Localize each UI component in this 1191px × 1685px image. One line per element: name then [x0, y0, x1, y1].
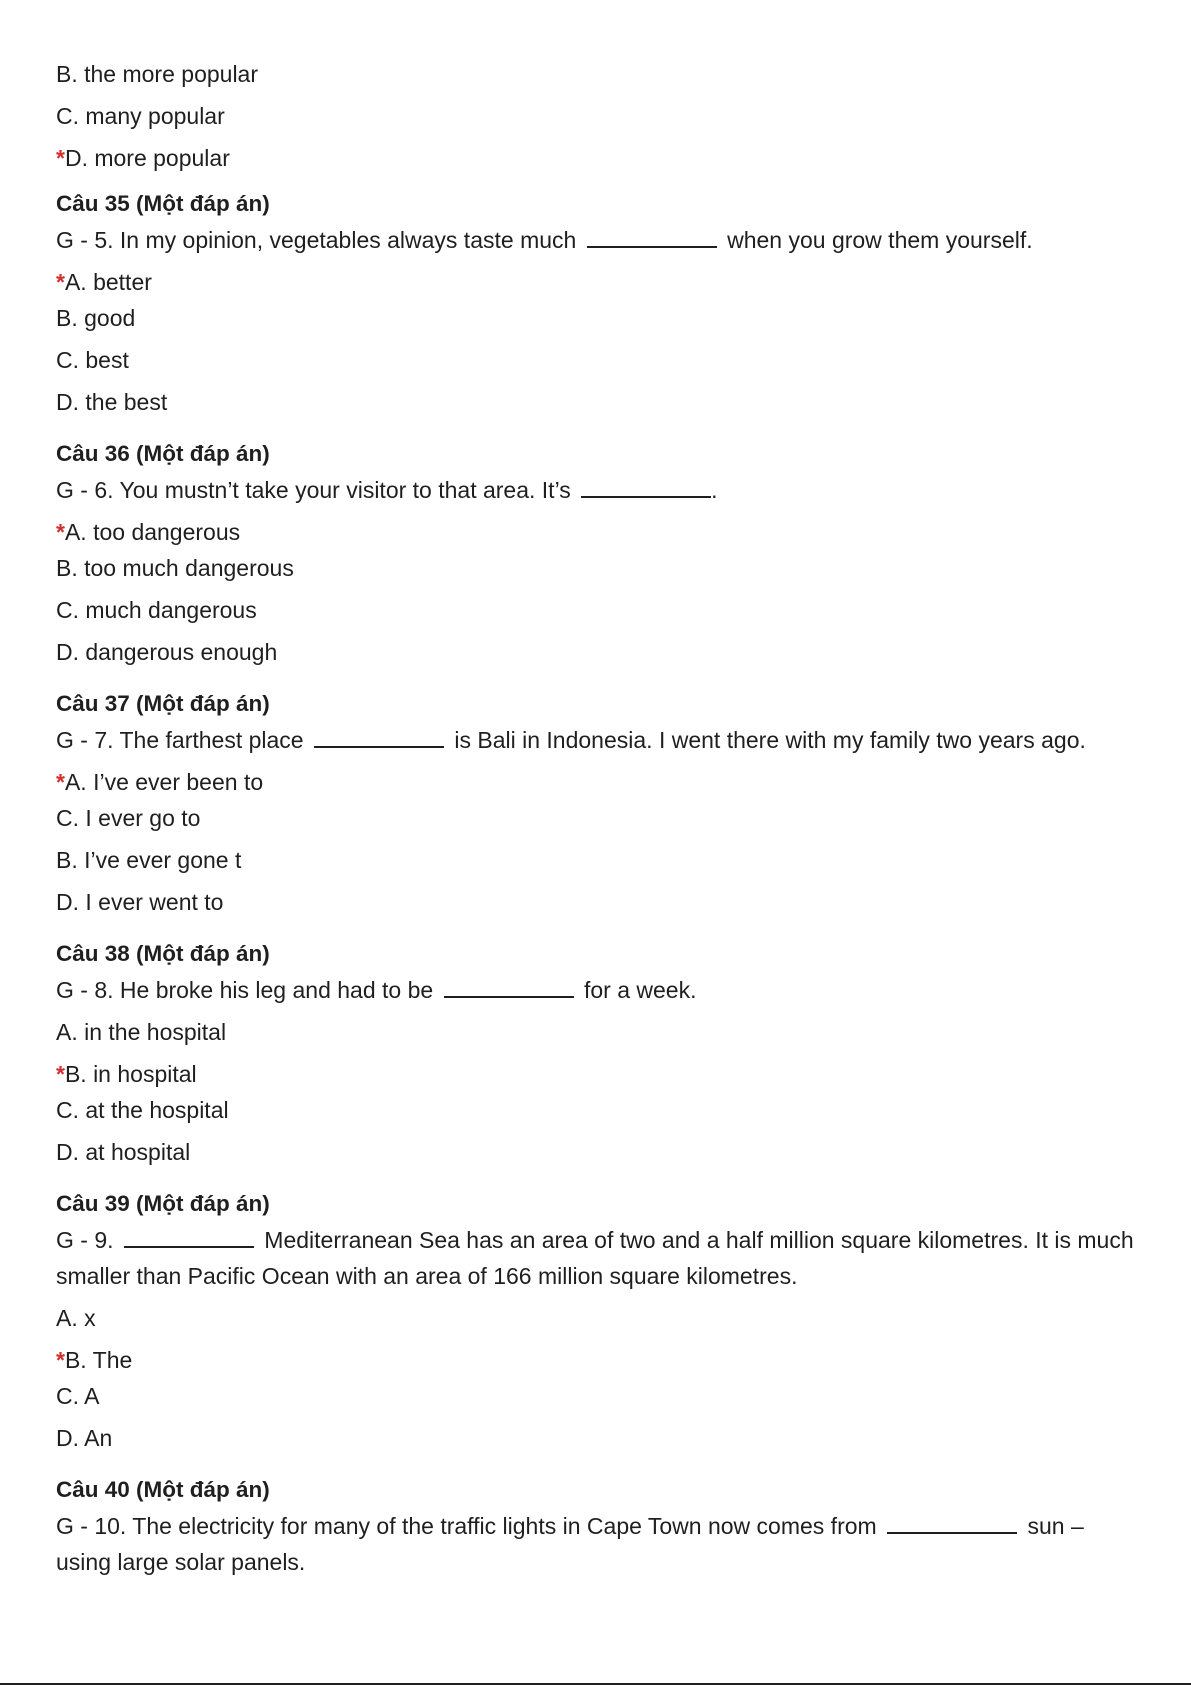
option-34-c[interactable]: [56, 98, 1136, 140]
question-stem: [56, 722, 1136, 758]
answer-blank: [587, 224, 717, 248]
question-title: Câu 36 (Một đáp án): [56, 441, 270, 466]
option-37-b[interactable]: [56, 842, 1136, 884]
option-36-d[interactable]: [56, 634, 1136, 676]
question-stem: [56, 472, 1136, 508]
stem-text: G - 7. The farthest place: [56, 727, 304, 753]
option-label: D. dangerous enough: [56, 639, 278, 665]
stem-text: G - 6. You mustn’t take your visitor to that area. It’s: [56, 477, 571, 503]
option-label: A. in the hospital: [56, 1019, 227, 1045]
option-label: C. I ever go to: [56, 805, 201, 831]
option-label: C. A: [56, 1383, 100, 1409]
stem-text: is Bali in Indonesia. I went there with my family two years ago.: [454, 727, 1086, 753]
question-sheet: [56, 56, 1136, 1586]
stem-text: G - 5. In my opinion, vegetables always taste much: [56, 227, 577, 253]
option-label: A. better: [64, 269, 152, 295]
option-35-d[interactable]: [56, 384, 1136, 426]
option-label: C. many popular: [56, 103, 225, 129]
question-38: [56, 936, 1136, 1176]
option-39-d[interactable]: [56, 1420, 1136, 1462]
correct-answer-marker: *: [56, 1347, 65, 1373]
question-stem: [56, 222, 1136, 258]
option-label: D. more popular: [64, 145, 230, 171]
question-35: [56, 186, 1136, 426]
option-39-a[interactable]: [56, 1300, 1136, 1342]
question-37: [56, 686, 1136, 926]
question-title: Câu 37 (Một đáp án): [56, 691, 270, 716]
answer-blank: [444, 974, 574, 998]
option-38-c[interactable]: [56, 1092, 1136, 1134]
question-stem: [56, 1222, 1136, 1294]
option-38-a[interactable]: [56, 1014, 1136, 1056]
question-40: [56, 1472, 1136, 1580]
option-36-a[interactable]: [56, 514, 1136, 550]
option-37-a[interactable]: [56, 764, 1136, 800]
question-title: Câu 35 (Một đáp án): [56, 191, 270, 216]
stem-text: G - 9.: [56, 1227, 114, 1253]
option-39-c[interactable]: [56, 1378, 1136, 1420]
stem-text: G - 10. The electricity for many of the traffic lights in Cape Town now comes from: [56, 1513, 877, 1539]
question-36: [56, 436, 1136, 676]
stem-text: Mediterranean Sea has an area of two and a half million square kilometres. It is much smaller than Pacific Ocean with an area of 166 million square kilometres.: [56, 1227, 1134, 1289]
option-label: C. much dangerous: [56, 597, 257, 623]
stem-text: sun – using large solar panels.: [56, 1513, 1084, 1575]
option-34-b[interactable]: [56, 56, 1136, 98]
option-label: B. the more popular: [56, 61, 259, 87]
option-38-b[interactable]: [56, 1056, 1136, 1092]
answer-blank: [314, 724, 444, 748]
correct-answer-marker: *: [56, 1061, 65, 1087]
option-36-b[interactable]: [56, 550, 1136, 592]
question-39: [56, 1186, 1136, 1462]
option-label: D. I ever went to: [56, 889, 224, 915]
correct-answer-marker: *: [56, 145, 65, 171]
answer-blank: [124, 1224, 254, 1248]
correct-answer-marker: *: [56, 269, 65, 295]
option-label: B. good: [56, 305, 136, 331]
stem-text: when you grow them yourself.: [727, 227, 1033, 253]
answer-blank: [581, 474, 711, 498]
stem-text: for a week.: [583, 977, 697, 1003]
option-label: C. at the hospital: [56, 1097, 229, 1123]
question-title: Câu 39 (Một đáp án): [56, 1191, 270, 1216]
option-label: C. best: [56, 347, 129, 373]
option-label: A. too dangerous: [64, 519, 241, 545]
option-label: B. The: [64, 1347, 133, 1373]
correct-answer-marker: *: [56, 519, 65, 545]
option-label: D. the best: [56, 389, 168, 415]
option-39-b[interactable]: [56, 1342, 1136, 1378]
stem-text: G - 8. He broke his leg and had to be: [56, 977, 434, 1003]
option-37-c[interactable]: [56, 800, 1136, 842]
option-38-d[interactable]: [56, 1134, 1136, 1176]
question-title: Câu 40 (Một đáp án): [56, 1477, 270, 1502]
option-35-c[interactable]: [56, 342, 1136, 384]
option-37-d[interactable]: [56, 884, 1136, 926]
option-34-d[interactable]: [56, 140, 1136, 176]
stem-text: .: [711, 477, 718, 503]
option-36-c[interactable]: [56, 592, 1136, 634]
option-label: B. I’ve ever gone t: [56, 847, 242, 873]
question-stem: [56, 1508, 1136, 1580]
question-title: Câu 38 (Một đáp án): [56, 941, 270, 966]
question-stem: [56, 972, 1136, 1008]
option-label: A. x: [56, 1305, 96, 1331]
option-label: A. I’ve ever been to: [64, 769, 264, 795]
option-label: D. An: [56, 1425, 113, 1451]
question-34-options: [56, 56, 1136, 176]
option-label: B. too much dangerous: [56, 555, 294, 581]
option-label: B. in hospital: [64, 1061, 197, 1087]
option-label: D. at hospital: [56, 1139, 191, 1165]
answer-blank: [887, 1510, 1017, 1534]
option-35-a[interactable]: [56, 264, 1136, 300]
option-35-b[interactable]: [56, 300, 1136, 342]
correct-answer-marker: *: [56, 769, 65, 795]
